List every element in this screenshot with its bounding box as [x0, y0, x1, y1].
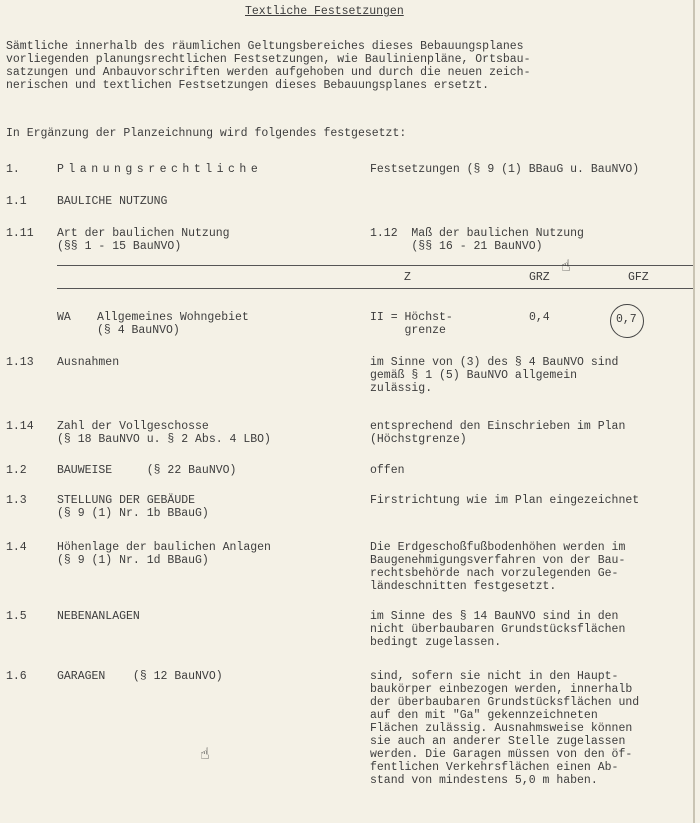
item-label: Ausnahmen: [57, 356, 120, 369]
section-heading-rest: Festsetzungen (§ 9 (1) BBauG u. BauNVO): [370, 163, 640, 176]
item-number: 1.5: [6, 610, 27, 623]
intro-line: Sämtliche innerhalb des räumlichen Geltungsbereiches dieses Bebauungsplanes: [6, 40, 524, 53]
document-title: Textliche Festsetzungen: [245, 5, 404, 18]
item-label: BAUWEISE (§ 22 BauNVO): [57, 464, 237, 477]
page-edge: [693, 0, 695, 823]
item-number: 1.11: [6, 227, 34, 240]
item-text: sind, sofern sie nicht in den Haupt- baukörper einbezogen werden, innerhalb der überbaubaren Grundstücksflächen und auf den mit "Ga" gekennzeichneten Flächen zulässig. Ausnahmsweise können sie auch an anderer Stelle zugelassen werden. Die Garagen müssen von den öf- fentlichen Verkehrsflächen einen Ab- stand von mindestens 5,0 m haben.: [370, 670, 640, 787]
supplement-line: In Ergänzung der Planzeichnung wird folgendes festgesetzt:: [6, 127, 407, 140]
item-label: GARAGEN (§ 12 BauNVO): [57, 670, 223, 683]
item-text: im Sinne des § 14 BauNVO sind in den nicht überbaubaren Grundstücksflächen bedingt zugelassen.: [370, 610, 626, 649]
item-text: Firstrichtung wie im Plan eingezeichnet: [370, 494, 640, 507]
item-text: offen: [370, 464, 405, 477]
table-header-gfz: GFZ: [628, 271, 649, 284]
item-number: 1.4: [6, 541, 27, 554]
intro-line: vorliegenden planungsrechtlichen Festsetzungen, wie Baulinienpläne, Ortsbau-: [6, 53, 531, 66]
item-number: 1.6: [6, 670, 27, 683]
hand-pointer-icon: ☝: [200, 744, 210, 763]
wa-code: WA: [57, 311, 71, 324]
item-label: Art der baulichen Nutzung (§§ 1 - 15 BauNVO): [57, 227, 230, 253]
wa-grz-value: 0,4: [529, 311, 550, 324]
item-label: STELLUNG DER GEBÄUDE (§ 9 (1) Nr. 1b BBauG): [57, 494, 209, 520]
section-number: 1.: [6, 163, 20, 176]
item-label: BAULICHE NUTZUNG: [57, 195, 168, 208]
table-rule-top: [57, 265, 693, 266]
item-text: Die Erdgeschoßfußbodenhöhen werden im Baugenehmigungsverfahren von der Bau- rechtsbehörde nach vorzulegenden Ge- ländeschnitten festgesetzt.: [370, 541, 626, 593]
item-label: NEBENANLAGEN: [57, 610, 140, 623]
item-number: 1.14: [6, 420, 34, 433]
item-label: Höhenlage der baulichen Anlagen (§ 9 (1) Nr. 1d BBauG): [57, 541, 271, 567]
item-number: 1.3: [6, 494, 27, 507]
intro-line: nerischen und textlichen Festsetzungen dieses Bebauungsplanes ersetzt.: [6, 79, 490, 92]
intro-line: satzungen und Anbauvorschriften werden aufgehoben und durch die neuen zeich-: [6, 66, 531, 79]
item-number: 1.13: [6, 356, 34, 369]
wa-gfz-value: 0,7: [616, 313, 637, 326]
table-rule-bottom: [57, 288, 693, 289]
item-text: 1.12 Maß der baulichen Nutzung (§§ 16 - 21 BauNVO): [370, 227, 584, 253]
item-number: 1.1: [6, 195, 27, 208]
wa-label: Allgemeines Wohngebiet (§ 4 BauNVO): [97, 311, 249, 337]
table-header-z: Z: [404, 271, 411, 284]
hand-pointer-icon: ☝: [561, 256, 571, 275]
item-text: entsprechend den Einschrieben im Plan (Höchstgrenze): [370, 420, 626, 446]
item-text: im Sinne von (3) des § 4 BauNVO sind gemäß § 1 (5) BauNVO allgemein zulässig.: [370, 356, 619, 395]
section-heading: Planungsrechtliche: [57, 163, 263, 176]
item-label: Zahl der Vollgeschosse (§ 18 BauNVO u. § 2 Abs. 4 LBO): [57, 420, 271, 446]
table-header-grz: GRZ: [529, 271, 550, 284]
intro-paragraph: [6, 40, 686, 92]
wa-z-value: II = Höchst- grenze: [370, 311, 453, 337]
item-number: 1.2: [6, 464, 27, 477]
